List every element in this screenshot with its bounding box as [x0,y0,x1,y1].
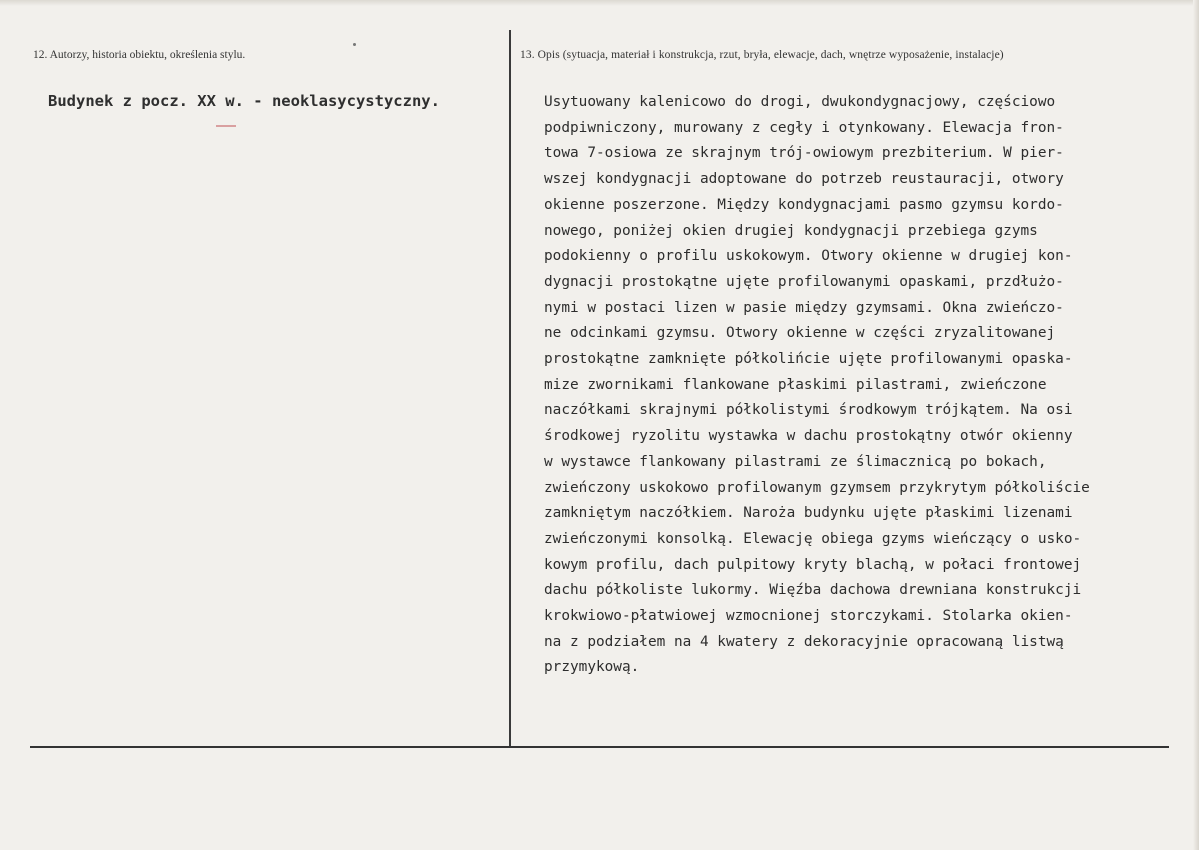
description-line: zwieńczonymi konsolką. Elewację obiega gzyms wieńczący o usko- [544,530,1082,547]
description-line: prostokątne zamknięte półkolińcie ujęte profilowanymi opaska- [544,351,1073,368]
description-line: środkowej ryzolitu wystawka w dachu prostokątny otwór okienny [544,428,1073,445]
paper-top-edge [0,0,1199,6]
description-line: podokienny o profilu uskokowym. Otwory okienne w drugiej kon- [544,248,1073,265]
description-line: nymi w postaci lizen w pasie między gzymsami. Okna zwieńczo- [544,299,1064,316]
section-12-header: 12. Autorzy, historia obiektu, określenia stylu. [33,49,246,61]
section-13-header: 13. Opis (sytuacja, materiał i konstrukcja, rzut, bryła, elewacje, dach, wnętrze wyposażenie, instalacje) [520,49,1004,61]
description-line: zwieńczony uskokowo profilowanym gzymsem przykrytym półkoliście [544,479,1090,496]
description-line: krokwiowo-płatwiowej wzmocnionej storczykami. Stolarka okien- [544,608,1073,625]
bottom-rule [30,746,1169,748]
description-line: kowym profilu, dach pulpitowy kryty blachą, w połaci frontowej [544,556,1082,573]
description-line: naczółkami skrajnymi półkolistymi środkowym trójkątem. Na osi [544,402,1073,419]
description-line: dygnacji prostokątne ujęte profilowanymi opaskami, przdłużo- [544,273,1064,290]
description-line: zamkniętym naczółkiem. Naroża budynku ujęte płaskimi lizenami [544,505,1073,522]
description-line: przymykową. [544,659,640,676]
description-line: nowego, poniżej okien drugiej kondygnacji przebiega gzyms [544,222,1038,239]
paper-right-edge [1193,0,1199,850]
ink-speck [353,43,356,46]
description-line: podpiwniczony, murowany z cegły i otynkowany. Elewacja fron- [544,119,1064,136]
description-line: w wystawce flankowany pilastrami ze ślimacznicą po bokach, [544,453,1047,470]
description-line: okienne poszerzone. Między kondygnacjami pasmo gzymsu kordo- [544,196,1064,213]
description-line: wszej kondygnacji adoptowane do potrzeb reustauracji, otwory [544,171,1064,188]
description-line: mize zwornikami flankowane płaskimi pilastrami, zwieńczone [544,376,1047,393]
column-divider [509,30,511,747]
style-description: Budynek z pocz. XX w. - neoklasycystyczny. [48,92,440,110]
description-line: ne odcinkami gzymsu. Otwory okienne w części zryzalitowanej [544,325,1056,342]
description-line: Usytuowany kalenicowo do drogi, dwukondygnacjowy, częściowo [544,94,1056,110]
description-line: na z podziałem na 4 kwatery z dekoracyjnie opracowaną listwą [544,633,1064,650]
building-description [544,90,1184,681]
description-line: dachu półkoliste lukormy. Więźba dachowa drewniana konstrukcji [544,582,1082,599]
red-pencil-mark [216,125,236,127]
description-line: towa 7-osiowa ze skrajnym trój-owiowym prezbiterium. W pier- [544,145,1064,162]
